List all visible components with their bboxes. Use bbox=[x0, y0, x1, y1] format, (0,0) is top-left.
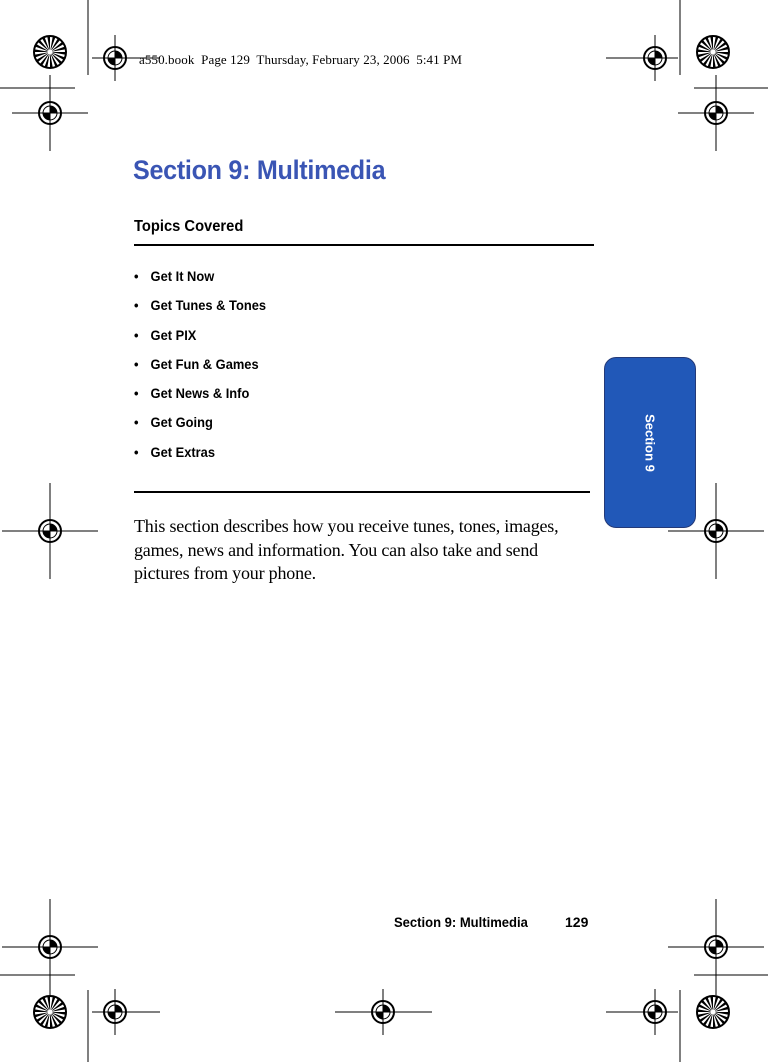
topics-bottom-rule bbox=[134, 491, 590, 493]
topic-label: Get Extras bbox=[150, 443, 216, 460]
registration-crosshair-icon bbox=[678, 75, 754, 151]
starburst-target-icon bbox=[697, 36, 729, 68]
bullet-icon: • bbox=[134, 297, 139, 314]
topic-item bbox=[134, 327, 266, 356]
section-tab-label: Section 9 bbox=[642, 413, 658, 472]
section-tab bbox=[604, 357, 696, 528]
bullet-icon: • bbox=[134, 385, 139, 402]
topic-item bbox=[134, 297, 266, 326]
print-header: a550.book Page 129 Thursday, February 23, 2006 5:41 PM bbox=[139, 52, 463, 67]
registration-crosshair-icon bbox=[2, 899, 98, 995]
starburst-target-icon bbox=[697, 996, 729, 1028]
topics-top-rule bbox=[134, 244, 594, 246]
starburst-target-icon bbox=[34, 996, 66, 1028]
page-title: Section 9: Multimedia bbox=[133, 155, 386, 185]
topic-label: Get Fun & Games bbox=[150, 355, 259, 372]
bullet-icon: • bbox=[134, 443, 139, 460]
topics-list bbox=[134, 268, 278, 473]
footer-section-title: Section 9: Multimedia bbox=[394, 914, 528, 930]
topics-heading: Topics Covered bbox=[134, 218, 244, 235]
topic-item bbox=[134, 414, 266, 443]
bullet-icon: • bbox=[134, 326, 139, 343]
topic-label: Get Tunes & Tones bbox=[150, 297, 267, 314]
topic-item bbox=[134, 356, 266, 385]
topic-label: Get News & Info bbox=[150, 385, 250, 402]
bullet-icon: • bbox=[134, 414, 139, 431]
bullet-icon: • bbox=[134, 355, 139, 372]
topic-item bbox=[134, 444, 266, 473]
registration-crosshair-icon bbox=[12, 75, 88, 151]
topic-label: Get PIX bbox=[150, 326, 197, 343]
bullet-icon: • bbox=[134, 268, 139, 284]
intro-paragraph: This section describes how you receive tunes, tones, images, games, news and information. You can also take and send pictures from your phone. bbox=[134, 516, 559, 583]
topic-label: Get It Now bbox=[150, 268, 215, 284]
registration-crosshair-icon bbox=[2, 483, 98, 579]
starburst-target-icon bbox=[34, 36, 66, 68]
footer-page-number: 129 bbox=[565, 914, 589, 930]
registration-crosshair-icon bbox=[668, 899, 764, 995]
topic-label: Get Going bbox=[150, 414, 213, 431]
topic-item bbox=[134, 268, 266, 297]
topic-item bbox=[134, 385, 266, 414]
